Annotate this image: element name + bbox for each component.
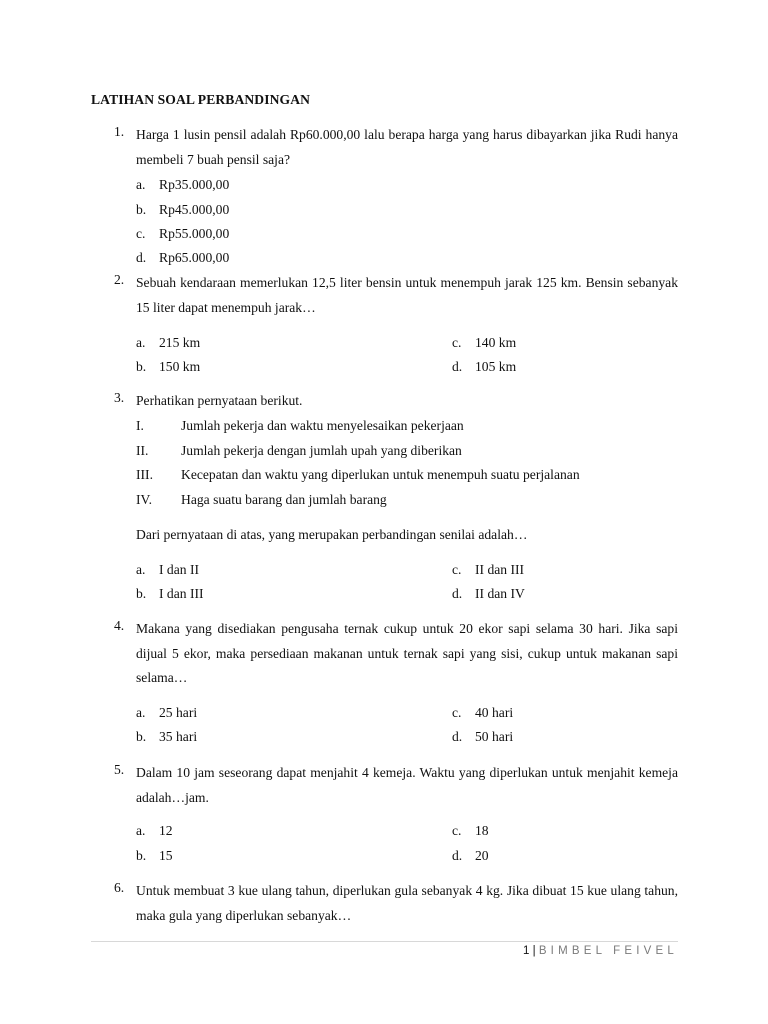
option-text: 18 <box>475 823 489 838</box>
option-letter: c. <box>452 823 462 838</box>
option-letter: c. <box>136 226 146 241</box>
statement-text: Kecepatan dan waktu yang diperlukan untuk menempuh suatu perjalanan <box>181 467 580 482</box>
option-text: 20 <box>475 848 489 863</box>
option-5a <box>136 819 173 843</box>
question-3 <box>114 389 678 414</box>
question-2 <box>114 271 678 320</box>
question-text: Sebuah kendaraan memerlukan 12,5 liter bensin untuk menempuh jarak 125 km. Bensin sebanyak 15 liter dapat menempuh jarak… <box>136 275 678 315</box>
option-4a <box>136 701 197 725</box>
option-letter: c. <box>452 705 462 720</box>
statement-4 <box>136 488 387 512</box>
option-letter: a. <box>136 335 146 350</box>
page-title: LATIHAN SOAL PERBANDINGAN <box>91 92 311 107</box>
statement-text: Haga suatu barang dan jumlah barang <box>181 492 387 507</box>
option-5c <box>452 819 489 843</box>
option-text: Rp65.000,00 <box>159 250 230 265</box>
question-5 <box>114 761 678 810</box>
option-1b <box>136 198 229 222</box>
page-footer <box>523 945 678 957</box>
statement-1 <box>136 414 464 438</box>
option-text: I dan II <box>159 562 200 577</box>
option-letter: a. <box>136 823 146 838</box>
footer-separator: | <box>532 945 536 957</box>
option-text: 50 hari <box>475 729 514 744</box>
option-letter: b. <box>136 848 147 863</box>
question-text: Harga 1 lusin pensil adalah Rp60.000,00 lalu berapa harga yang harus dibayarkan jika Rudi hanya membeli 7 buah pensil saja? <box>136 127 678 167</box>
option-text: Rp35.000,00 <box>159 177 230 192</box>
question-text: Perhatikan pernyataan berikut. <box>136 393 303 408</box>
question-number: 6. <box>114 880 125 895</box>
statement-text: Jumlah pekerja dan waktu menyelesaikan pekerjaan <box>181 418 464 433</box>
option-letter: d. <box>452 586 463 601</box>
option-text: II dan III <box>475 562 525 577</box>
option-text: 40 hari <box>475 705 514 720</box>
option-text: I dan III <box>159 586 204 601</box>
option-1a <box>136 173 229 197</box>
option-2d <box>452 355 516 379</box>
question-3-prompt: Dari pernyataan di atas, yang merupakan perbandingan senilai adalah… <box>136 527 528 542</box>
option-text: 35 hari <box>159 729 198 744</box>
option-3c <box>452 558 524 582</box>
option-letter: b. <box>136 729 147 744</box>
option-letter: d. <box>452 359 463 374</box>
option-2b <box>136 355 200 379</box>
option-4d <box>452 725 513 749</box>
option-text: 150 km <box>159 359 201 374</box>
option-letter: b. <box>136 359 147 374</box>
option-3a <box>136 558 199 582</box>
option-letter: a. <box>136 177 146 192</box>
option-4b <box>136 725 197 749</box>
option-letter: d. <box>452 729 463 744</box>
option-letter: b. <box>136 586 147 601</box>
question-number: 3. <box>114 390 125 405</box>
option-letter: b. <box>136 202 147 217</box>
question-number: 1. <box>114 124 125 139</box>
question-number: 5. <box>114 762 125 777</box>
option-letter: d. <box>136 250 147 265</box>
question-text: Dalam 10 jam seseorang dapat menjahit 4 kemeja. Waktu yang diperlukan untuk menjahit kemeja adalah…jam. <box>136 765 678 805</box>
option-5d <box>452 844 489 868</box>
statement-2 <box>136 439 462 463</box>
option-text: II dan IV <box>475 586 525 601</box>
option-text: 105 km <box>475 359 517 374</box>
option-letter: a. <box>136 562 146 577</box>
option-2c <box>452 331 516 355</box>
question-text: Untuk membuat 3 kue ulang tahun, diperlukan gula sebanyak 4 kg. Jika dibuat 15 kue ulang tahun, maka gula yang diperlukan sebanyak… <box>136 883 678 923</box>
option-text: 12 <box>159 823 173 838</box>
option-1c <box>136 222 229 246</box>
question-1 <box>114 123 678 172</box>
footer-divider <box>91 941 678 942</box>
question-4 <box>114 617 678 691</box>
option-text: 25 hari <box>159 705 198 720</box>
question-6 <box>114 879 678 928</box>
roman-numeral: I. <box>136 418 144 433</box>
question-number: 2. <box>114 272 125 287</box>
roman-numeral: IV. <box>136 492 152 507</box>
option-text: 215 km <box>159 335 201 350</box>
option-2a <box>136 331 200 355</box>
option-letter: a. <box>136 705 146 720</box>
option-text: Rp55.000,00 <box>159 226 230 241</box>
question-text: Makana yang disediakan pengusaha ternak cukup untuk 20 ekor sapi selama 30 hari. Jika sapi dijual 5 ekor, maka persediaan makanan untuk ternak sapi yang sisi, cukup untuk makanan sapi selama… <box>136 621 678 685</box>
option-text: Rp45.000,00 <box>159 202 230 217</box>
option-text: 15 <box>159 848 173 863</box>
question-number: 4. <box>114 618 125 633</box>
option-4c <box>452 701 513 725</box>
roman-numeral: II. <box>136 443 149 458</box>
statement-text: Jumlah pekerja dengan jumlah upah yang diberikan <box>181 443 462 458</box>
option-5b <box>136 844 173 868</box>
option-3b <box>136 582 204 606</box>
option-letter: d. <box>452 848 463 863</box>
option-text: 140 km <box>475 335 517 350</box>
statement-3 <box>136 463 580 487</box>
option-letter: c. <box>452 335 462 350</box>
roman-numeral: III. <box>136 467 153 482</box>
option-1d <box>136 246 229 270</box>
page-number: 1 <box>523 945 530 957</box>
option-letter: c. <box>452 562 462 577</box>
option-3d <box>452 582 525 606</box>
footer-brand: BIMBEL FEIVEL <box>538 945 678 957</box>
